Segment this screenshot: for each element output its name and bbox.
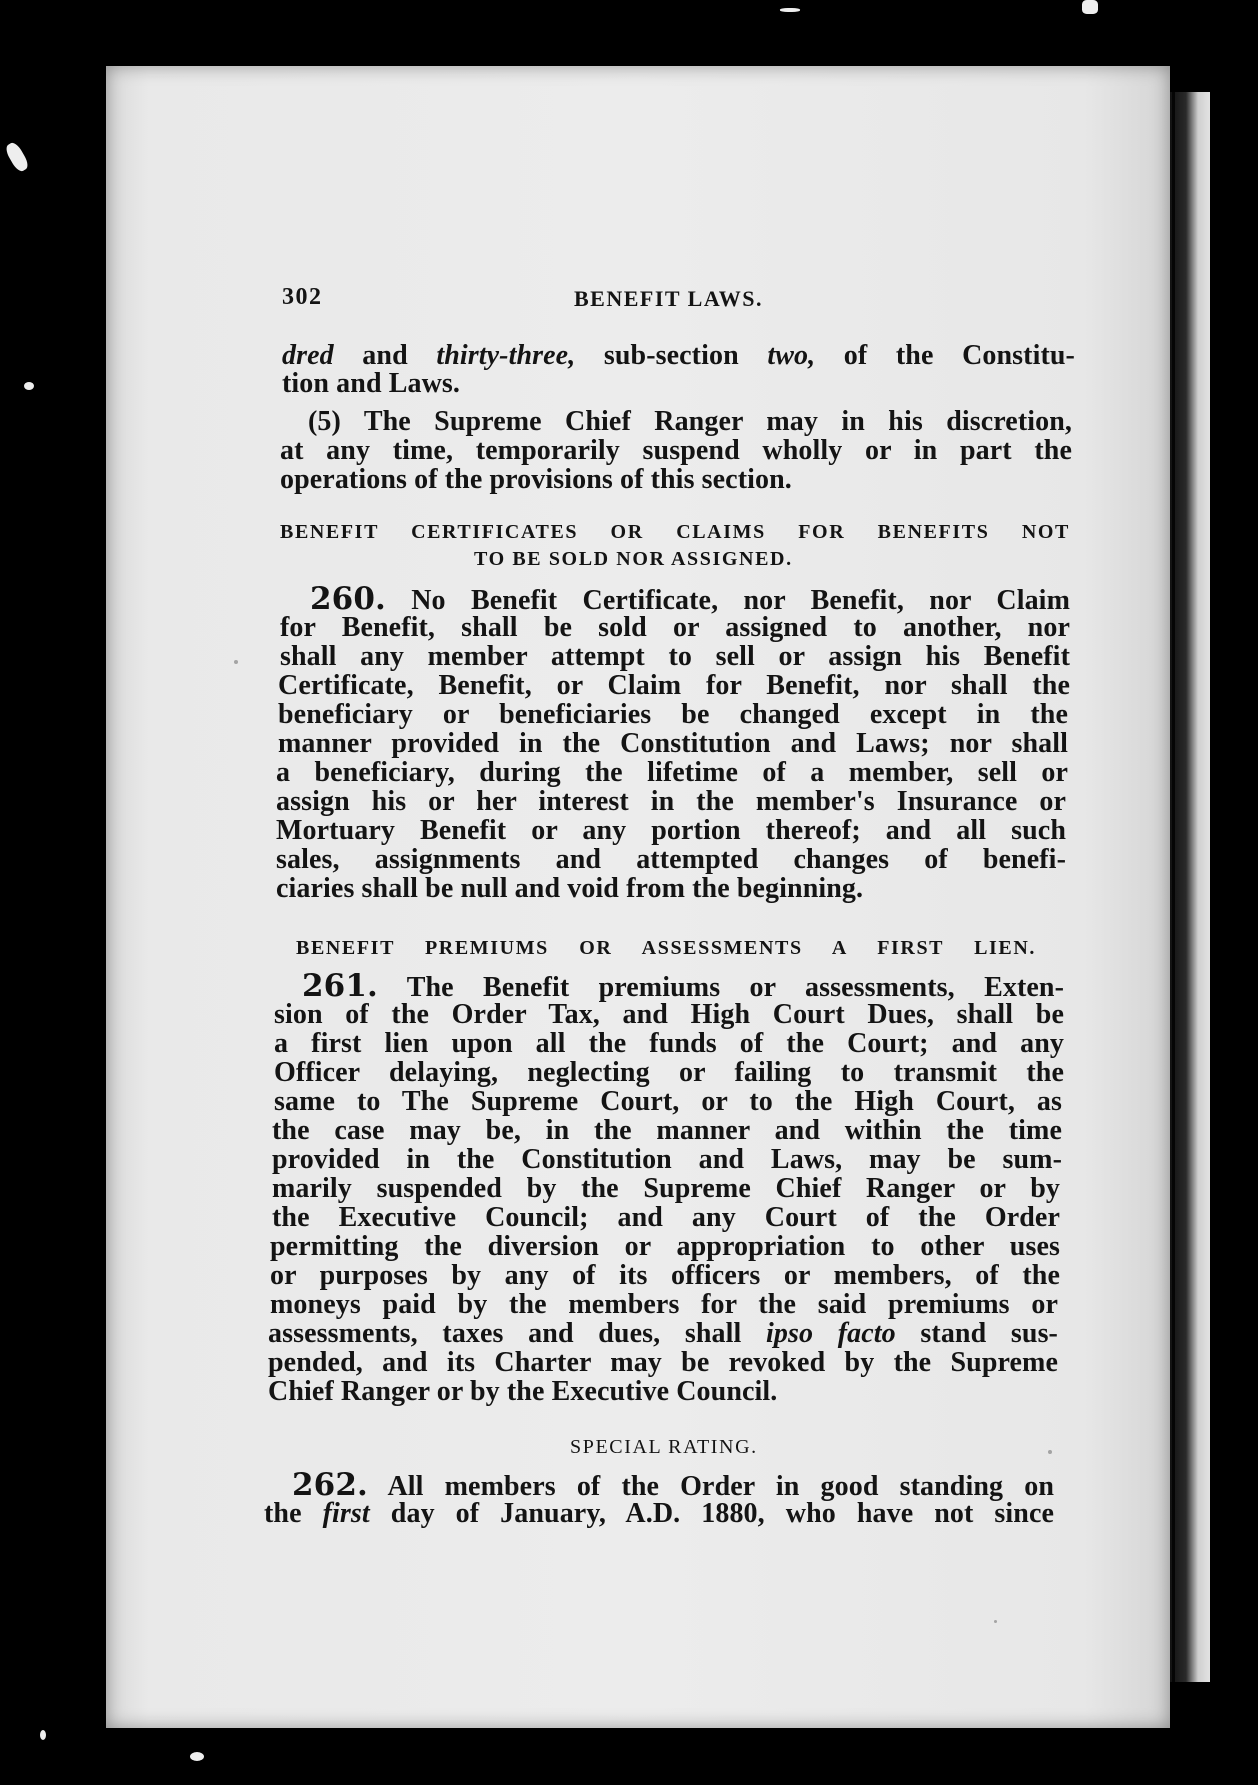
text-fragment: The Benefit premiums or assessments, Exten- xyxy=(377,972,1064,1003)
text-line: assign his or her interest in the member's Insurance or xyxy=(276,786,1066,817)
text-line: the Executive Council; and any Court of the Order xyxy=(272,1202,1060,1233)
italic-word: first xyxy=(322,1498,370,1529)
text-fragment: of the Constitu- xyxy=(815,340,1075,371)
text-fragment: All members of the Order in good standing on xyxy=(367,1471,1054,1502)
italic-word: thirty-three, xyxy=(436,340,576,371)
section-heading: TO BE SOLD NOR ASSIGNED. xyxy=(474,548,793,570)
text-line: provided in the Constitution and Laws, may be sum- xyxy=(272,1144,1062,1175)
text-line xyxy=(292,1467,1054,1503)
text-fragment: day of January, A.D. 1880, who have not since xyxy=(369,1498,1054,1529)
running-title: BENEFIT LAWS. xyxy=(574,286,764,311)
text-line xyxy=(264,1500,1054,1528)
text-line: beneficiary or beneficiaries be changed except in the xyxy=(278,699,1068,730)
text-line: a beneficiary, during the lifetime of a member, sell or xyxy=(276,757,1068,788)
text-line xyxy=(310,581,1070,617)
text-line: permitting the diversion or appropriation to other uses xyxy=(270,1231,1060,1262)
text-line: Mortuary Benefit or any portion thereof; and all such xyxy=(276,815,1066,846)
section-number: 262. xyxy=(292,1467,368,1503)
text-line: ciaries shall be null and void from the beginning. xyxy=(276,873,864,904)
text-line: pended, and its Charter may be revoked by the Supreme xyxy=(268,1347,1058,1378)
text-line: at any time, temporarily suspend wholly or in part the xyxy=(280,435,1072,466)
section-heading: SPECIAL RATING. xyxy=(570,1436,758,1458)
text-fragment: the xyxy=(264,1498,323,1529)
text-line: Officer delaying, neglecting or failing to transmit the xyxy=(274,1057,1064,1088)
text-line: Certificate, Benefit, or Claim for Benefit, nor shall the xyxy=(278,670,1070,701)
text-line: (5) The Supreme Chief Ranger may in his discretion, xyxy=(308,406,1072,437)
text-line: tion and Laws. xyxy=(282,368,461,399)
section-number: 260. xyxy=(310,581,386,617)
section-heading: BENEFIT CERTIFICATES OR CLAIMS FOR BENEFITS NOT xyxy=(280,521,1070,543)
text-fragment: sub-section xyxy=(575,340,768,371)
text-line: the case may be, in the manner and within the time xyxy=(272,1115,1062,1146)
text-fragment: and xyxy=(333,340,437,371)
text-fragment: assessments, taxes and dues, shall xyxy=(268,1318,767,1349)
text-line xyxy=(302,968,1064,1004)
section-number: 261. xyxy=(302,968,378,1004)
text-line: or purposes by any of its officers or members, of the xyxy=(270,1260,1060,1291)
text-line: sales, assignments and attempted changes of benefi- xyxy=(276,844,1066,875)
text-line xyxy=(268,1320,1058,1348)
text-fragment: No Benefit Certificate, nor Benefit, nor Claim xyxy=(385,585,1070,616)
section-heading: BENEFIT PREMIUMS OR ASSESSMENTS A FIRST LIEN. xyxy=(296,937,1036,959)
text-line: manner provided in the Constitution and Laws; nor shall xyxy=(278,728,1068,759)
text-line xyxy=(282,342,1075,370)
text-line: same to The Supreme Court, or to the High Court, as xyxy=(274,1086,1062,1117)
text-line: sion of the Order Tax, and High Court Dues, shall be xyxy=(274,999,1064,1030)
text-fragment: stand sus- xyxy=(895,1318,1058,1349)
text-line: moneys paid by the members for the said premiums or xyxy=(270,1289,1058,1320)
text-line: marily suspended by the Supreme Chief Ranger or by xyxy=(272,1173,1060,1204)
page-number: 302 xyxy=(282,284,323,310)
text-line: for Benefit, shall be sold or assigned to another, nor xyxy=(280,612,1070,643)
text-line: shall any member attempt to sell or assign his Benefit xyxy=(280,641,1070,672)
italic-phrase: ipso facto xyxy=(766,1318,896,1349)
text-line: a first lien upon all the funds of the Court; and any xyxy=(274,1028,1064,1059)
italic-word: two, xyxy=(767,340,816,371)
italic-word: dred xyxy=(282,340,334,371)
text-line: operations of the provisions of this section. xyxy=(280,464,792,495)
text-line: Chief Ranger or by the Executive Council. xyxy=(268,1376,778,1407)
